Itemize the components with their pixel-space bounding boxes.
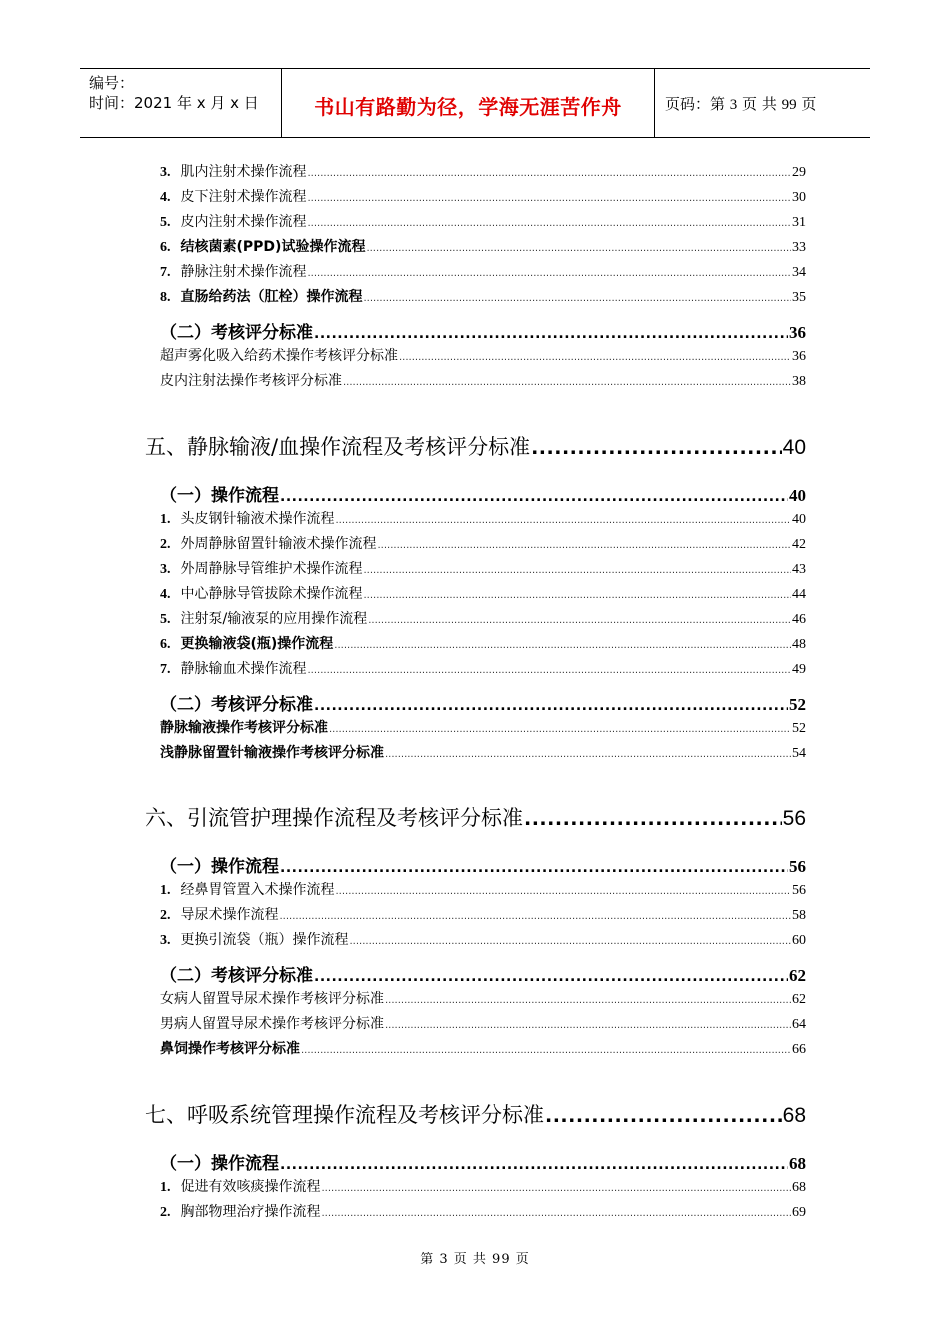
toc-item[interactable] [160,879,806,899]
toc-item-label: 导尿术操作流程 [180,907,279,923]
toc-item-number: 3. [160,562,171,577]
toc-page-number: 49 [792,662,806,677]
toc-leader [364,565,792,576]
toc-leader [308,665,792,676]
toc-item-label: 结核菌素(PPD)试验操作流程 [180,239,366,255]
toc-leader [280,489,788,505]
toc-item-number: 6. [160,240,171,255]
toc-page-number: 36 [792,349,806,364]
toc-item[interactable] [160,186,806,206]
header-motto: 书山有路勤为径，学海无涯苦作舟 [314,95,622,119]
toc-item[interactable] [160,904,806,924]
toc-leader [308,268,792,279]
toc-subsection[interactable] [160,318,806,342]
toc-item-label: 静脉输血术操作流程 [180,661,307,677]
toc-item-label: 直肠给药法（肛栓）操作流程 [180,289,363,305]
toc-page-number: 66 [792,1042,806,1057]
toc-item-label: 头皮钢针输液术操作流程 [180,511,335,527]
toc-leader [336,515,792,526]
toc-subsection-label: （二）考核评分标准 [160,695,313,714]
toc-page-number: 68 [782,1104,806,1127]
toc-page-number: 31 [792,215,806,230]
toc-item-number: 2. [160,537,171,552]
toc-item-number: 3. [160,933,171,948]
toc-item-label: 女病人留置导尿术操作考核评分标准 [160,991,384,1007]
toc-subsection-label: （二）考核评分标准 [160,323,313,342]
toc-page-number: 60 [792,933,806,948]
toc-item-number: 3. [160,165,171,180]
toc-page-number: 43 [792,562,806,577]
toc-item[interactable] [160,508,806,528]
toc-leader [280,911,792,922]
toc-item-label: 外周静脉留置针输液术操作流程 [180,536,377,552]
toc-page-number: 58 [792,908,806,923]
toc-item-number: 1. [160,512,171,527]
page-prefix: 页码：第 [665,95,730,113]
toc-item[interactable] [160,929,806,949]
toc-subsection[interactable] [160,961,806,985]
toc-item-label: 外周静脉导管维护术操作流程 [180,561,363,577]
toc-leader [280,860,788,876]
toc-item-number: 7. [160,662,171,677]
page-footer: 第 3 页 共 99 页 [420,1252,530,1267]
toc-item-label: 注射泵/输液泵的应用操作流程 [180,611,368,627]
toc-item-label: 更换输液袋(瓶)操作流程 [180,636,334,652]
toc-item[interactable] [160,583,806,603]
toc-page-number: 46 [792,612,806,627]
toc-leader [399,352,791,363]
toc-leader [322,1208,792,1219]
toc-page-number: 38 [792,374,806,389]
page-mid: 页 共 [737,95,782,113]
toc-item[interactable] [160,608,806,628]
toc-page-number: 52 [792,721,806,736]
toc-item[interactable] [160,1038,806,1058]
toc-leader [308,193,792,204]
page-number: 3 [729,97,738,113]
toc-item[interactable] [160,345,806,365]
toc-item[interactable] [160,988,806,1008]
page-header [80,68,870,138]
toc-leader [322,1183,792,1194]
toc-page-number: 69 [792,1205,806,1220]
toc-item-number: 6. [160,637,171,652]
toc-page-number: 62 [789,966,806,985]
toc-subsection[interactable] [160,852,806,876]
toc-item-label: 皮内注射法操作考核评分标准 [160,373,342,389]
toc-item[interactable] [160,658,806,678]
toc-page-number: 44 [792,587,806,602]
toc-item-label: 中心静脉导管拔除术操作流程 [180,586,363,602]
toc-leader [366,243,791,254]
toc-page-number: 68 [789,1154,806,1173]
toc-subsection-label: （一）操作流程 [160,1154,279,1173]
toc-page-number: 52 [789,695,806,714]
header-page-info [665,93,816,114]
toc-section-label: 七、呼吸系统管理操作流程及考核评分标准 [145,1103,544,1127]
toc-item-label: 超声雾化吸入给药术操作考核评分标准 [160,348,398,364]
toc-leader [350,936,792,947]
toc-leader [314,326,788,342]
toc-item-label: 促进有效咳痰操作流程 [180,1179,321,1195]
toc-section-label: 六、引流管护理操作流程及考核评分标准 [145,806,523,830]
toc-page-number: 30 [792,190,806,205]
toc-item-label: 肌内注射术操作流程 [180,164,307,180]
toc-item-label: 胸部物理治疗操作流程 [180,1204,321,1220]
toc-leader [368,615,791,626]
toc-item-number: 7. [160,265,171,280]
toc-item-label: 经鼻胃管置入术操作流程 [180,882,335,898]
toc-item-number: 1. [160,1180,171,1195]
toc-item-number: 2. [160,1205,171,1220]
toc-item[interactable] [160,1176,806,1196]
toc-leader [364,293,792,304]
toc-page-number: 36 [789,323,806,342]
toc-subsection-label: （一）操作流程 [160,486,279,505]
toc-section[interactable] [145,802,806,832]
toc-item[interactable] [160,533,806,553]
toc-leader [343,377,791,388]
toc-page-number: 62 [792,992,806,1007]
toc-page-number: 56 [789,857,806,876]
toc-item-label: 男病人留置导尿术操作考核评分标准 [160,1016,384,1032]
toc-item-label: 静脉注射术操作流程 [180,264,307,280]
toc-leader [385,995,791,1006]
toc-item[interactable] [160,1013,806,1033]
header-date: 时间：2021 年 x 月 x 日 [89,94,259,112]
toc-item-label: 静脉输液操作考核评分标准 [160,720,328,736]
toc-section[interactable] [145,431,806,461]
toc-page-number: 40 [782,436,806,459]
toc-item[interactable] [160,633,806,653]
toc-item[interactable] [160,558,806,578]
toc-item-number: 4. [160,190,171,205]
toc-item[interactable] [160,236,806,256]
toc-leader [308,168,792,179]
toc-leader [385,749,791,760]
toc-item[interactable] [160,1201,806,1221]
toc-leader [329,724,791,735]
toc-item[interactable] [160,161,806,181]
toc-leader [385,1020,791,1031]
toc-page-number: 48 [792,637,806,652]
toc-page-number: 29 [792,165,806,180]
toc-page-number: 35 [792,290,806,305]
toc-leader [314,698,788,714]
toc-leader [378,540,792,551]
toc-leader [280,1157,788,1173]
toc-leader [545,1105,782,1127]
toc-item-label: 浅静脉留置针输液操作考核评分标准 [160,745,384,761]
toc-page-number: 40 [792,512,806,527]
toc-item[interactable] [160,261,806,281]
toc-item[interactable] [160,742,806,762]
toc-page-number: 68 [792,1180,806,1195]
toc-item-number: 4. [160,587,171,602]
toc-page-number: 56 [782,807,806,830]
toc-item-label: 鼻饲操作考核评分标准 [160,1041,300,1057]
toc-item-number: 8. [160,290,171,305]
toc-page-number: 34 [792,265,806,280]
toc-page-number: 40 [789,486,806,505]
toc-subsection-label: （二）考核评分标准 [160,966,313,985]
page-suffix: 页 [796,95,817,113]
toc-item[interactable] [160,370,806,390]
toc-item[interactable] [160,717,806,737]
toc-page-number: 54 [792,746,806,761]
page-total: 99 [781,97,797,113]
toc-subsection[interactable] [160,690,806,714]
toc-item-label: 皮下注射术操作流程 [180,189,307,205]
toc-item-number: 5. [160,612,171,627]
toc-item-number: 2. [160,908,171,923]
toc-page-number: 56 [792,883,806,898]
toc-subsection[interactable] [160,481,806,505]
toc-leader [524,808,782,830]
toc-item[interactable] [160,211,806,231]
header-divider [654,69,655,137]
toc-leader [336,886,792,897]
toc-leader [364,590,792,601]
toc-item-number: 5. [160,215,171,230]
toc-item-label: 更换引流袋（瓶）操作流程 [180,932,349,948]
toc-item-label: 皮内注射术操作流程 [180,214,307,230]
toc-item-number: 1. [160,883,171,898]
toc-section[interactable] [145,1099,806,1129]
toc-section-label: 五、静脉输液/血操作流程及考核评分标准 [145,435,531,459]
toc-page-number: 42 [792,537,806,552]
toc-subsection[interactable] [160,1149,806,1173]
toc-page-number: 33 [792,240,806,255]
header-code-label: 编号： [89,74,135,92]
toc-page-number: 64 [792,1017,806,1032]
toc-leader [308,218,792,229]
header-meta [89,73,259,113]
toc-leader [334,640,791,651]
toc-subsection-label: （一）操作流程 [160,857,279,876]
toc-leader [314,969,788,985]
toc-leader [531,437,782,459]
toc-item[interactable] [160,286,806,306]
toc-leader [301,1045,791,1056]
